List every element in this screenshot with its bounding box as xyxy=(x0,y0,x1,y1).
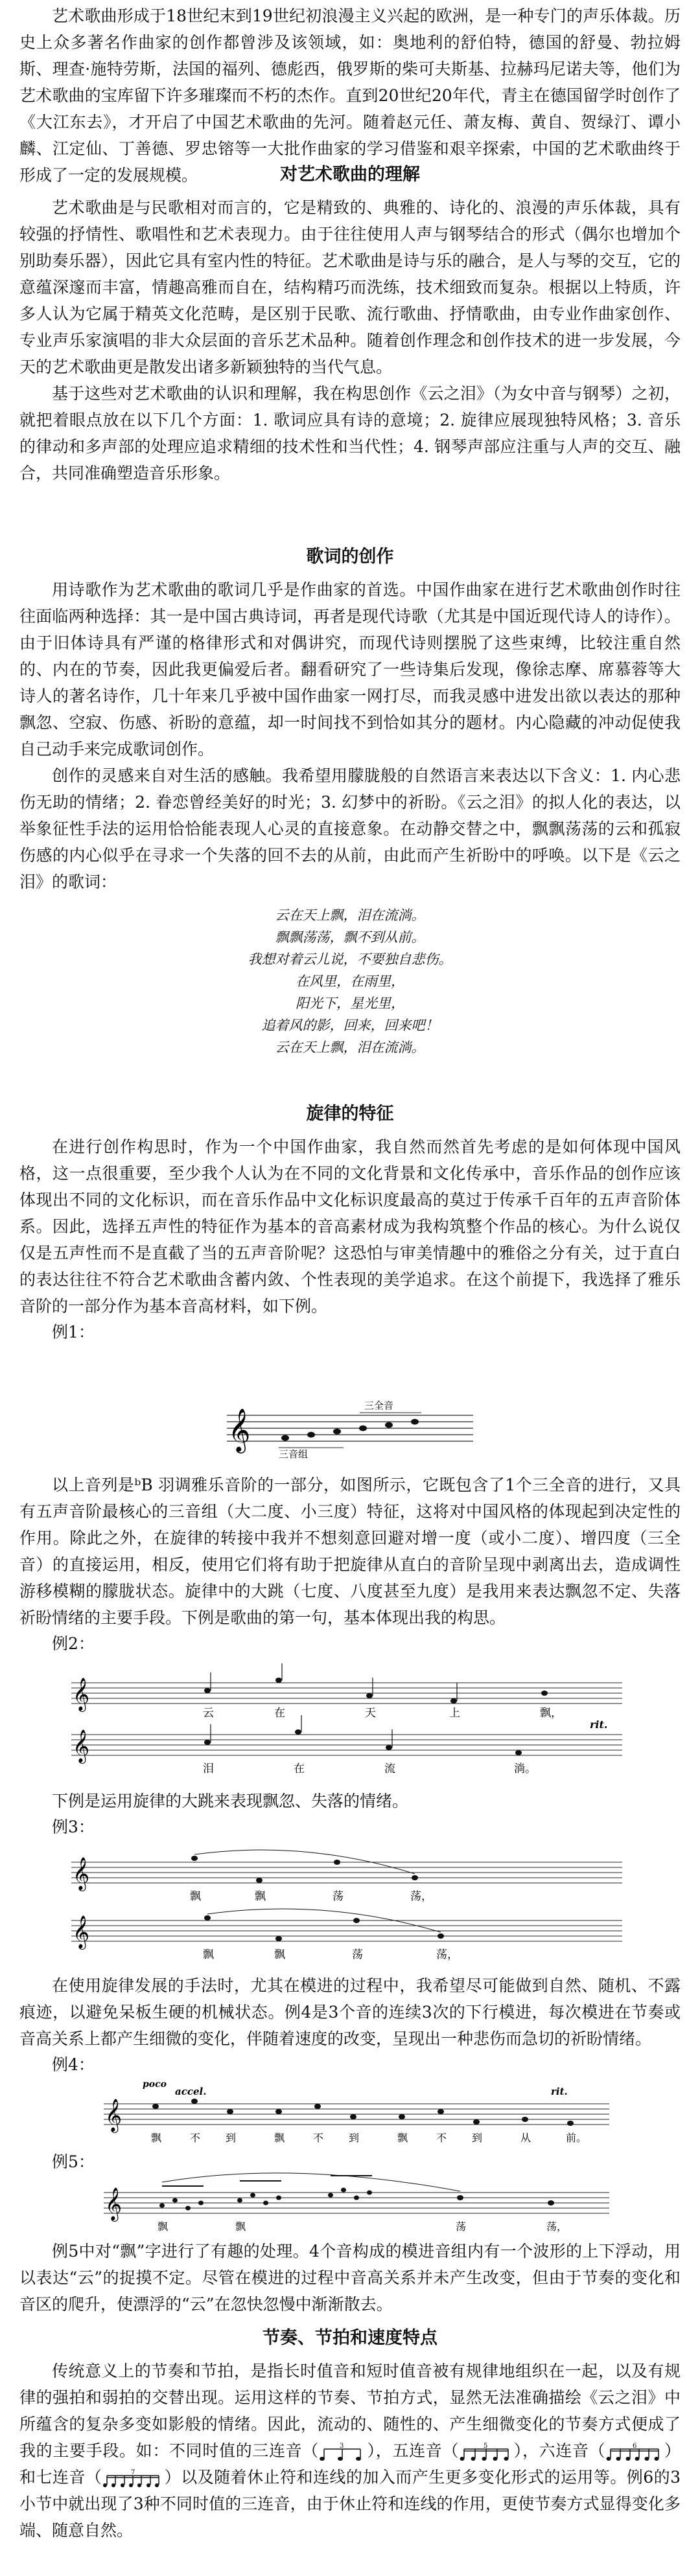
lyric-syllable: 荡 xyxy=(456,2220,467,2233)
tuplet-number: 5 xyxy=(484,2442,488,2450)
lyric-syllable: 飘 xyxy=(397,2132,408,2144)
paragraph: 下例是运用旋律的大跳来表现飘忽、失落的情绪。 xyxy=(52,1792,409,1810)
lyric-syllable: 荡， xyxy=(410,1890,432,1903)
intro-paragraph: 艺术歌曲形成于18世纪末到19世纪初浪漫主义兴起的欧洲，是一种专门的声乐体裁。历史上众多著名作曲家的创作都曾涉及该领域，如：奥地利的舒伯特，德国的舒曼、勃拉姆斯、理查·施特劳斯，法国的福列、德彪西，俄罗斯的柴可夫斯基、拉赫玛尼诺夫等，他们为艺术歌曲的宝库留下许多璀璨而不朽的杰作。直到20世纪20年代，青主在德国留学时创作了《大江东去》，才开启了中国艺术歌曲的先河。随着赵元任、萧友梅、黄自、贺绿汀、谭小麟、江定仙、丁善德、罗忠镕等一大批作曲家的学习借鉴和艰辛探索，中国的艺术歌曲终于形成了一定的发展规模。 xyxy=(19,6,681,185)
quintuplet-figure xyxy=(459,2443,513,2462)
lyric-syllable: 在 xyxy=(274,1707,285,1720)
lyric-syllable: 到 xyxy=(226,2132,237,2144)
treble-clef-icon: 𝄞 xyxy=(73,1678,90,1711)
paragraph: 在进行创作构思时，作为一个中国作曲家，我自然而然首先考虑的是如何体现中国风格，这一点很重要，至少我个人认为在不同的文化背景和文化传承中，音乐作品的创作应该体现出不同的文化标识，而在音乐作品中文化标识度最高的莫过于传承千百年的五声音阶体系。因此，选择五声性的特征作为基本的音高素材成为我构筑整个作品的核心。为什么说仅仅是五声性而不是直截了当的五声音阶呢？这恐怕与审美情趣中的雅俗之分有关，过于直白的表达往往不符合艺术歌曲含蓄内敛、个性表现的美学追求。在这个前提下，我选择了雅乐音阶的一部分作为基本音高材料，如下例。 xyxy=(19,1137,681,1316)
treble-clef-icon: 𝄞 xyxy=(105,2187,122,2220)
poem-line: 在风里，在雨里， xyxy=(296,974,404,989)
paragraph: 例5中对“飘”字进行了有趣的处理。4个音构成的模进音组内有一个波形的上下浮动，用以表达“云”的捉摸不定。尽管在模进的过程中音高关系并未产生改变，但由于节奏的变化和音区的爬升，使漂浮的“云”在忽快忽慢中渐渐散去。 xyxy=(19,2242,681,2314)
paragraph: 以上音列是ᵇB 羽调雅乐音阶的一部分，如图所示，它既包含了1个三全音的进行，又具有五声音阶最核心的三音组（大二度、小三度）特征，这将对中国风格的体现起到决定性的作用。除此之外，在旋律的转接中我并不想刻意回避对增一度（或小二度）、增四度（三全音）的直接运用，相反，使用它们将有助于把旋律从直白的音阶呈现中剥离出去，造成调性游移模糊的朦胧状态。旋律中的大跳（七度、八度甚至九度）是我用来表达飘忽不定、失落祈盼情绪的主要手段。下例是歌曲的第一句，基本体现出我的构思。 xyxy=(19,1476,681,1627)
poem-line: 追着风的影，回来，回来吧！ xyxy=(261,1018,439,1033)
treble-clef-icon: 𝄞 xyxy=(105,2099,122,2132)
tuplet-number: 3 xyxy=(339,2442,344,2450)
lyric-syllable: 荡， xyxy=(546,2220,568,2233)
septuplet-figure xyxy=(102,2469,164,2489)
sextuplet-figure xyxy=(605,2443,664,2462)
lyric-syllable: 天 xyxy=(365,1707,376,1720)
treble-clef-icon: 𝄞 xyxy=(228,1408,251,1452)
example-label: 例3： xyxy=(52,1818,95,1836)
lyric-syllable: 飘 xyxy=(274,2132,285,2144)
treble-clef-icon: 𝄞 xyxy=(73,1857,90,1890)
section-title: 旋律的特征 xyxy=(306,1104,394,1124)
lyric-syllable: 云 xyxy=(203,1707,214,1720)
section-melody-ex5-text xyxy=(19,2238,681,2318)
rit-marking: rit. xyxy=(590,1718,608,1731)
section-title: 歌词的创作 xyxy=(306,547,394,567)
poem-line: 飘飘荡荡，飘不到从前。 xyxy=(275,929,425,945)
text-run: ），六连音（ xyxy=(513,2441,606,2460)
treble-clef-icon: 𝄞 xyxy=(73,1915,90,1948)
example5-score xyxy=(97,2167,616,2238)
section-title: 对艺术歌曲的理解 xyxy=(280,165,420,185)
poem-line: 云在天上飘，泪在流淌。 xyxy=(275,1040,425,1055)
example-label: 例2： xyxy=(52,1634,95,1653)
section-rhythm xyxy=(19,2325,681,2544)
lyric-syllable: 不 xyxy=(190,2132,201,2144)
triplet-figure xyxy=(319,2443,367,2462)
intro-block xyxy=(19,3,681,188)
accel-marking: accel. xyxy=(175,2086,207,2097)
example3-score xyxy=(65,1843,635,1972)
poco-marking: poco xyxy=(143,2079,167,2090)
rit-marking: rit. xyxy=(551,2086,568,2097)
lyric-syllable: 荡 xyxy=(352,1948,363,1961)
example4-score xyxy=(97,2078,616,2149)
text-run: 传统意义上的节奏和节拍，是指长时值音和短时值音被有规律地组织在一起，以及有规律的强拍和弱拍的交替出现。运用这样的节奏、节拍方式，显然无法准确描绘《云之泪》中所蕴含的复杂多变如影般的情绪。因此，流动的、随性的、产生细微变化的节奏方式便成了我的主要手段。如：不同时值的三连音（ xyxy=(19,2362,681,2460)
text-run: ）和七连音（ xyxy=(19,2441,681,2487)
tuplet-number: 7 xyxy=(131,2468,135,2476)
treble-clef-icon: 𝄞 xyxy=(73,1729,90,1762)
paragraph: 艺术歌曲是与民歌相对而言的，它是精致的、典雅的、诗化的、浪漫的声乐体裁，具有较强的抒情性、歌唱性和艺术表现力。由于往往使用人声与钢琴结合的形式（偶尔也增加个别助奏乐器），因此它具有室内性的特征。艺术歌曲是诗与乐的融合，是人与琴的交互，它的意蕴深邃而丰富，情趣高雅而自在，结构精巧而洗练，技术细致而复杂。根据以上特质，许多人认为它属于精英文化范畴，是区别于民歌、流行歌曲、抒情歌曲，由专业作曲家创作、专业声乐家演唱的非大众层面的音乐艺术品种。随着创作理念和创作技术的进一步发展，今天的艺术歌曲更是散发出诸多新颖独特的当代气息。 xyxy=(19,198,681,376)
lyric-syllable: 到 xyxy=(472,2132,483,2144)
lyrics-poem xyxy=(19,904,681,1058)
lyric-syllable: 荡 xyxy=(332,1890,344,1903)
section-title: 节奏、节拍和速度特点 xyxy=(262,2328,438,2348)
example-label: 例1： xyxy=(52,1323,95,1341)
section-melody-ex3 xyxy=(19,1788,681,1840)
example-label: 例4： xyxy=(52,2055,95,2074)
lyric-syllable: 不 xyxy=(313,2132,324,2144)
section-melody-ex4 xyxy=(19,1972,681,2078)
paragraph: 创作的灵感来自对生活的感触。我希望用朦胧般的自然语言来表达以下含义：1. 内心悲伤无助的情绪；2. 眷恋曾经美好的时光；3. 幻梦中的祈盼。《云之泪》的拟人化的表达，以举象征性手法的运用恰恰能表现人心灵的直接意象。在动静交替之中，飘飘荡荡的云和孤寂伤感的内心似乎在寻求一个失落的回不去的从前，由此而产生祈盼中的呼唤。以下是《云之泪》的歌词： xyxy=(19,766,681,891)
lyric-syllable: 飘 xyxy=(255,1890,266,1903)
trichord-label: 三音组 xyxy=(279,1448,309,1460)
example-label: 例5： xyxy=(52,2152,95,2171)
lyric-syllable: 不 xyxy=(436,2132,447,2144)
lyric-syllable: 飘 xyxy=(190,1890,201,1903)
lyric-syllable: 飘， xyxy=(540,1707,562,1720)
lyric-syllable: 淌。 xyxy=(514,1762,536,1775)
lyric-syllable: 到 xyxy=(349,2132,360,2144)
section-lyrics xyxy=(19,544,681,1058)
lyric-syllable: 飘 xyxy=(203,1948,214,1961)
tuplet-number: 6 xyxy=(633,2442,637,2450)
lyric-syllable: 流 xyxy=(384,1762,395,1775)
lyric-syllable: 飘 xyxy=(235,2220,246,2233)
lyric-syllable: 从 xyxy=(520,2132,531,2144)
tritone-label: 三全音 xyxy=(364,1400,394,1411)
paragraph: 基于这些对艺术歌曲的认识和理解，我在构思创作《云之泪》（为女中音与钢琴）之初，就把着眼点放在以下几个方面：1. 歌词应具有诗的意境；2. 旋律应展现独特风格；3. 音乐的律动和多声部的处理应追求精细的技术性和当代性；4. 钢琴声部应注重与人声的交互、融合，共同准确塑造音乐形象。 xyxy=(19,384,681,483)
lyric-syllable: 荡， xyxy=(436,1948,458,1961)
paragraph xyxy=(19,2358,681,2544)
poem-line: 阳光下，星光里， xyxy=(296,996,404,1011)
section-melody xyxy=(19,1101,681,1345)
lyric-syllable: 前。 xyxy=(566,2132,587,2144)
example1-score xyxy=(214,1389,486,1467)
section-melody-cont xyxy=(19,1472,681,1657)
lyric-syllable: 飘 xyxy=(151,2132,162,2144)
lyric-syllable: 上 xyxy=(449,1707,460,1720)
example2-score xyxy=(65,1663,635,1786)
paragraph: 在使用旋律发展的手法时，尤其在模进的过程中，我希望尽可能做到自然、随机、不露痕迹，以避免呆板生硬的机械状态。例4是3个音的连续3次的下行模进，每次模进在节奏或音高关系上都产生细微的变化，伴随着速度的改变，呈现出一种悲伤而急切的祈盼情绪。 xyxy=(19,1976,681,2048)
paragraph: 用诗歌作为艺术歌曲的歌词几乎是作曲家的首选。中国作曲家在进行艺术歌曲创作时往往面临两种选择：其一是中国古典诗词，再者是现代诗歌（尤其是中国近现代诗人的诗作）。由于旧体诗具有严谨的格律形式和对偶讲究，而现代诗则摆脱了这些束缚，比较注重自然的、内在的节奏，因此我更偏爱后者。翻看研究了一些诗集后发现，像徐志摩、席慕蓉等大诗人的著名诗作，几十年来几乎被中国作曲家一网打尽，而我灵感中进发出欲以表达的那种飘忽、空寂、伤感、祈盼的意蕴，却一时间找不到恰如其分的题材。内心隐藏的冲动促使我自己动手来完成歌词创作。 xyxy=(19,580,681,758)
lyric-syllable: 在 xyxy=(294,1762,305,1775)
lyric-syllable: 泪 xyxy=(203,1762,214,1775)
text-run: ）以及随着休止符和连线的加入而产生更多变化形式的运用等。例6的3小节中就出现了3种不同时值的三连音，由于休止符和连线的作用，更使节奏方式显得变化多端、随意自然。 xyxy=(19,2468,681,2540)
poem-line: 云在天上飘，泪在流淌。 xyxy=(275,907,425,923)
section-understanding xyxy=(19,162,681,486)
lyric-syllable: 飘 xyxy=(158,2220,169,2233)
lyric-syllable: 飘 xyxy=(274,1948,285,1961)
text-run: ），五连音（ xyxy=(366,2441,460,2460)
poem-line: 我想对着云儿说，不要独自悲伤。 xyxy=(248,952,452,967)
